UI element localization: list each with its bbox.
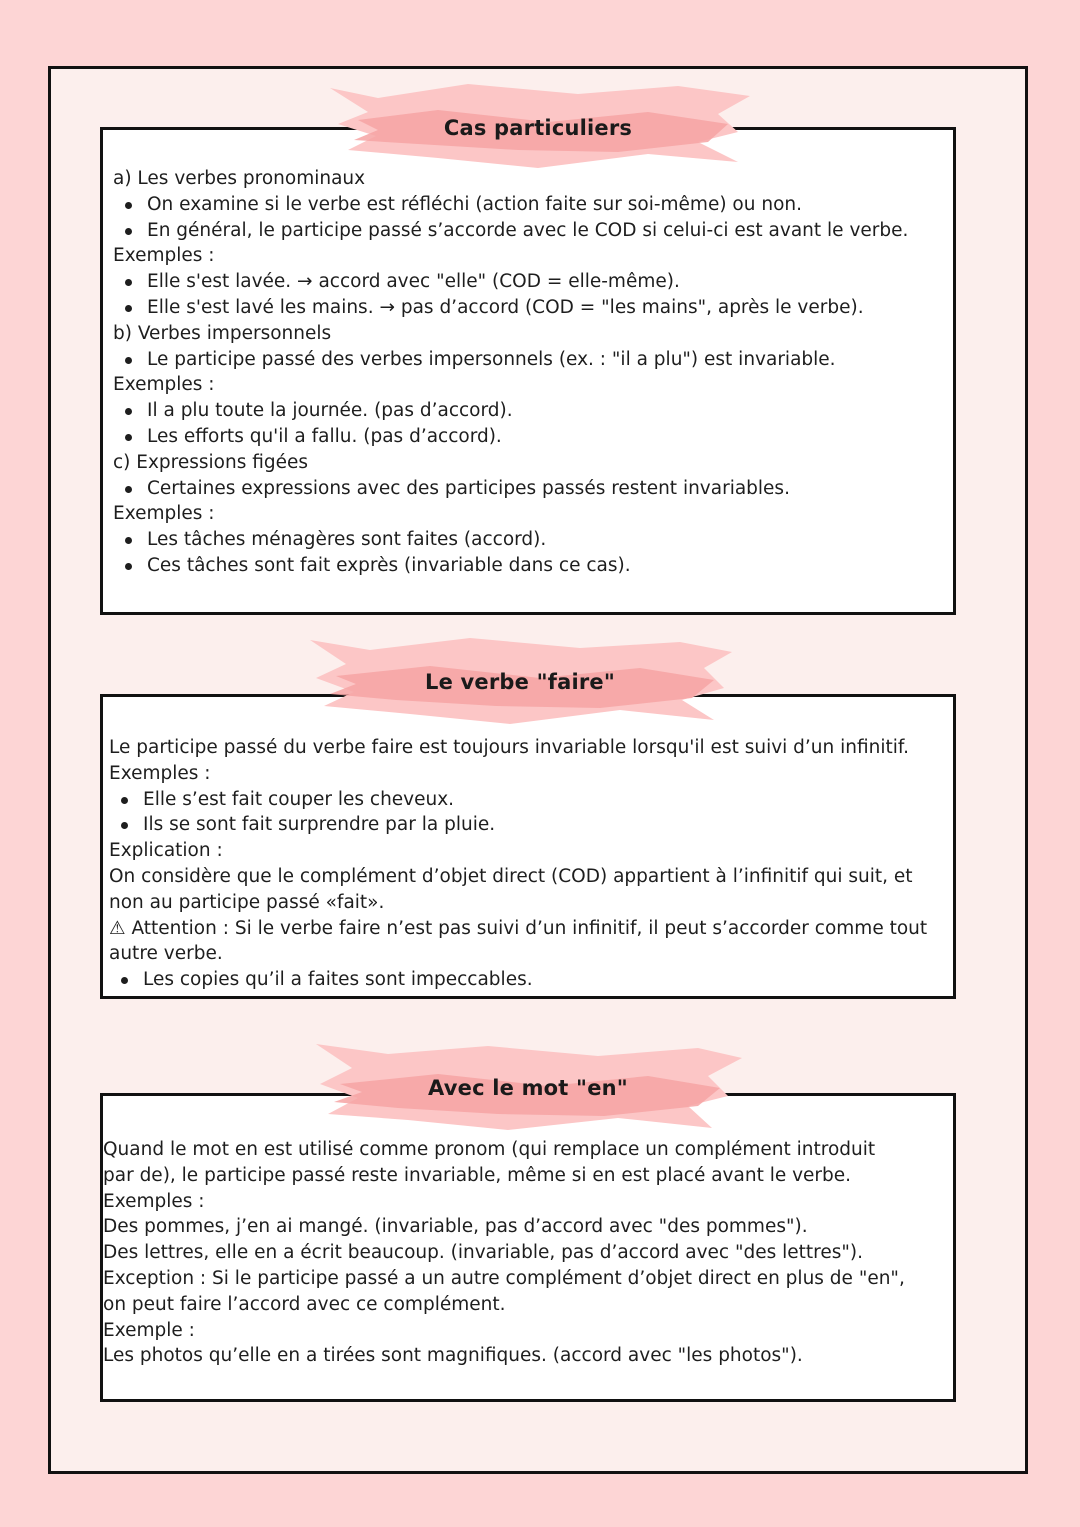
list-item: Elle s'est lavé les mains. → pas d’accord (COD = "les mains", après le verbe).	[113, 295, 943, 321]
card-content	[109, 735, 949, 993]
bullet-list	[113, 192, 943, 244]
attention-text: ⚠ Attention : Si le verbe faire n’est pas suivi d’un infinitif, il peut s’accorder comme tout	[109, 917, 928, 939]
list-item: Le participe passé des verbes impersonnels (ex. : "il a plu") est invariable.	[113, 347, 943, 373]
section-heading: b) Verbes impersonnels	[113, 322, 332, 344]
title-banner	[300, 634, 740, 734]
bullet-list	[109, 967, 949, 993]
card-content	[113, 166, 943, 579]
text-line: Des lettres, elle en a écrit beaucoup. (invariable, pas d’accord avec "des lettres").	[103, 1242, 863, 1264]
examples-label: Exemples :	[109, 762, 211, 784]
list-item: En général, le participe passé s’accorde avec le COD si celui-ci est avant le verbe.	[113, 218, 943, 244]
card-verbe-faire	[100, 694, 956, 999]
section-heading: c) Expressions figées	[113, 451, 309, 473]
example-list	[113, 269, 943, 321]
examples-label: Exemples :	[113, 503, 215, 525]
list-item: Certaines expressions avec des participes passés restent invariables.	[113, 476, 943, 502]
list-item: Ces tâches sont fait exprès (invariable dans ce cas).	[113, 553, 943, 579]
bullet-list	[113, 347, 943, 373]
list-item: On examine si le verbe est réfléchi (action faite sur soi-même) ou non.	[113, 192, 943, 218]
list-item: Ils se sont fait surprendre par la pluie.	[109, 812, 949, 838]
bullet-list	[113, 476, 943, 502]
text-line: Les photos qu’elle en a tirées sont magnifiques. (accord avec "les photos").	[103, 1345, 803, 1367]
list-item: Les copies qu’il a faites sont impeccables.	[109, 967, 949, 993]
examples-label: Exemples :	[103, 1190, 205, 1212]
list-item: Les efforts qu'il a fallu. (pas d’accord).	[113, 424, 943, 450]
card-cas-particuliers	[100, 127, 956, 615]
attention-text: autre verbe.	[109, 943, 223, 965]
example-list	[113, 527, 943, 579]
examples-label: Exemples :	[113, 374, 215, 396]
examples-label: Exemples :	[113, 245, 215, 267]
text-line: Des pommes, j’en ai mangé. (invariable, pas d’accord avec "des pommes").	[103, 1216, 808, 1238]
list-item: Elle s’est fait couper les cheveux.	[109, 787, 949, 813]
title-banner	[318, 80, 758, 180]
text-line: Quand le mot en est utilisé comme pronom (qui remplace un complément introduit	[103, 1139, 876, 1160]
explication-text: On considère que le complément d’objet direct (COD) appartient à l’infinitif qui suit, et	[109, 865, 913, 887]
list-item: Elle s'est lavée. → accord avec "elle" (COD = elle-même).	[113, 269, 943, 295]
list-item: Les tâches ménagères sont faites (accord).	[113, 527, 943, 553]
list-item: Il a plu toute la journée. (pas d’accord).	[113, 398, 943, 424]
text-line: on peut faire l’accord avec ce complément.	[103, 1293, 506, 1315]
intro-text: Le participe passé du verbe faire est toujours invariable lorsqu'il est suivi d’un infinitif.	[109, 737, 909, 758]
text-line: par de), le participe passé reste invariable, même si en est placé avant le verbe.	[103, 1164, 852, 1186]
explication-text: non au participe passé «fait».	[109, 891, 385, 913]
example-list	[109, 787, 949, 839]
card-content	[103, 1137, 949, 1369]
section-title: Avec le mot "en"	[428, 1076, 628, 1100]
explication-label: Explication :	[109, 840, 223, 862]
example-list	[113, 398, 943, 450]
examples-label: Exemple :	[103, 1319, 195, 1341]
section-heading: a) Les verbes pronominaux	[113, 168, 366, 189]
section-title: Cas particuliers	[443, 116, 633, 140]
title-banner	[308, 1040, 748, 1140]
section-title: Le verbe "faire"	[425, 670, 615, 694]
text-line: Exception : Si le participe passé a un autre complément d’objet direct en plus de "en",	[103, 1267, 905, 1289]
